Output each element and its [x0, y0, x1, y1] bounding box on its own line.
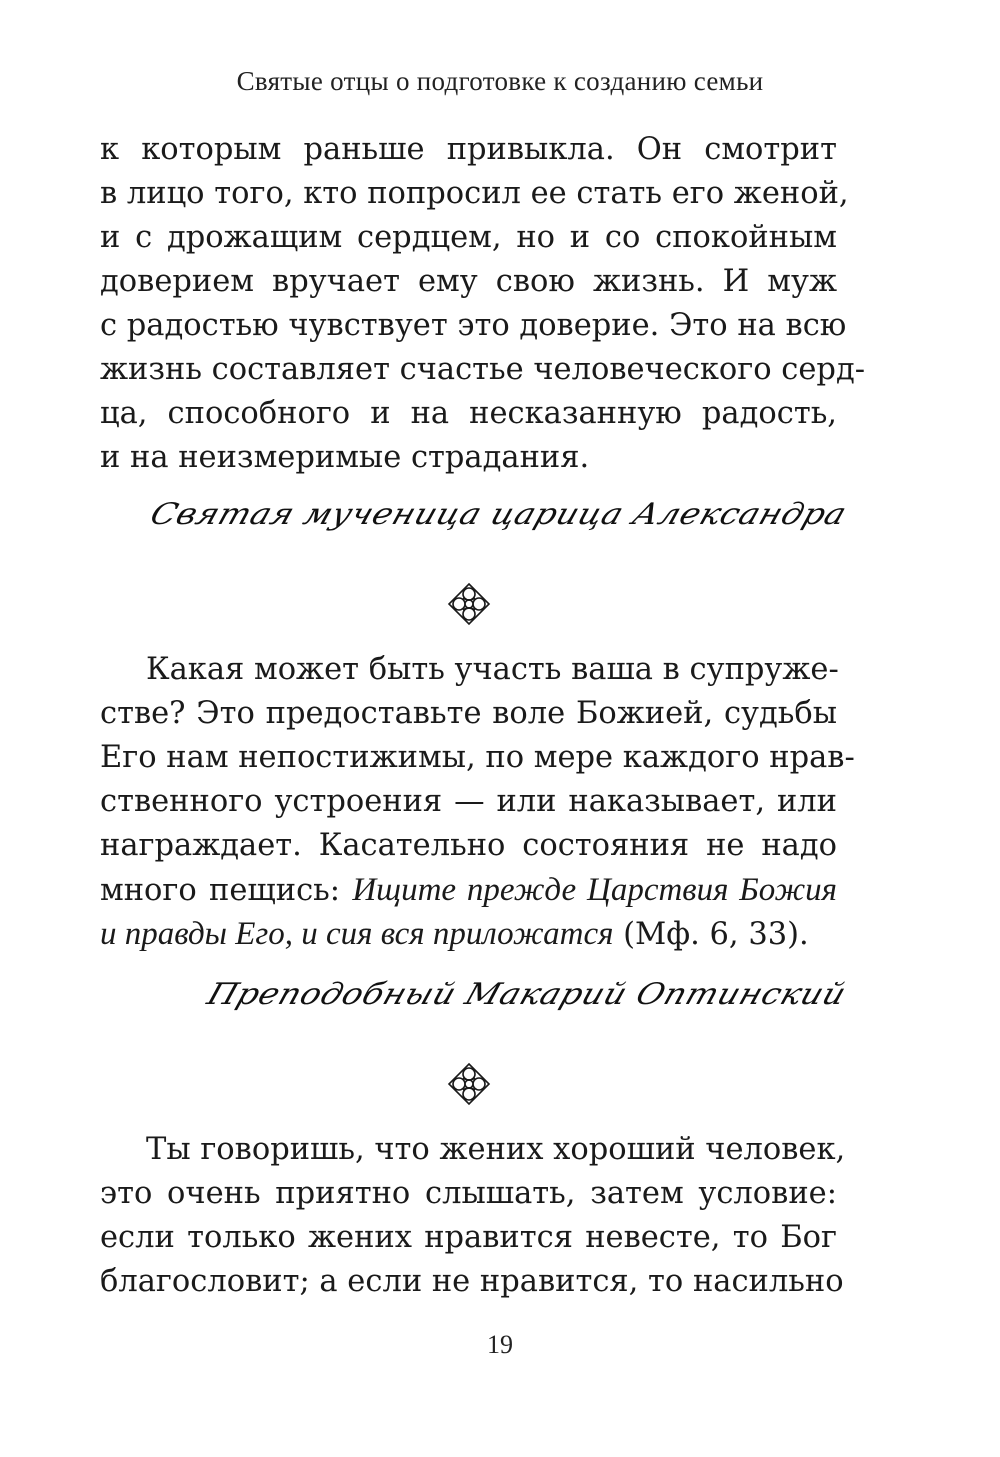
running-head: Святые отцы о подготовке к созданию семьи [236, 66, 764, 96]
celtic-knot-ornament-icon [446, 581, 492, 627]
text-line: если только жених нравится невесте, то Бог [100, 1220, 837, 1255]
text-line: благословит; а если не нравится, то насильно [100, 1264, 844, 1299]
text-line: жизнь составляет счастье человеческого серд- [100, 352, 866, 387]
text-line: это очень приятно слышать, затем условие: [100, 1176, 837, 1211]
text-line: ственного устроения — или наказывает, или [100, 784, 837, 819]
text-line: стве? Это предоставьте воле Божией, судьбы [100, 696, 837, 731]
text-line: Его нам непостижимы, по мере каждого нрав- [100, 740, 855, 775]
page-number: 19 [487, 1330, 513, 1359]
text-line: Какая может быть участь ваша в супруже- [146, 652, 839, 687]
scripture-quote: и правды Его, и сия вся приложатся [100, 916, 614, 952]
text-line [100, 868, 837, 912]
text-line: к которым раньше привыкла. Он смотрит [100, 132, 837, 167]
text-line: с радостью чувствует это доверие. Это на всю [100, 308, 847, 343]
text-line: в лицо того, кто попросил ее стать его женой, [100, 176, 849, 211]
author-signature: Преподобный Макарий Оптинский [203, 975, 852, 1011]
scripture-reference: (Мф. 6, 33). [613, 917, 809, 952]
text-plain: много пещись: [100, 873, 353, 908]
text-line [100, 912, 809, 956]
celtic-knot-ornament-icon [446, 1061, 492, 1107]
text-line: и с дрожащим сердцем, но и со спокойным [100, 220, 837, 255]
text-line: и на неизмеримые страдания. [100, 440, 590, 475]
author-signature: Святая мученица царица Александра [146, 495, 852, 531]
text-line: награждает. Касательно состояния не надо [100, 828, 837, 863]
text-line: Ты говоришь, что жених хороший человек, [146, 1132, 846, 1167]
text-line: доверием вручает ему свою жизнь. И муж [100, 264, 837, 299]
text-line: ца, способного и на несказанную радость, [100, 396, 837, 431]
scripture-quote: Ищите прежде Царствия Божия [352, 872, 837, 908]
